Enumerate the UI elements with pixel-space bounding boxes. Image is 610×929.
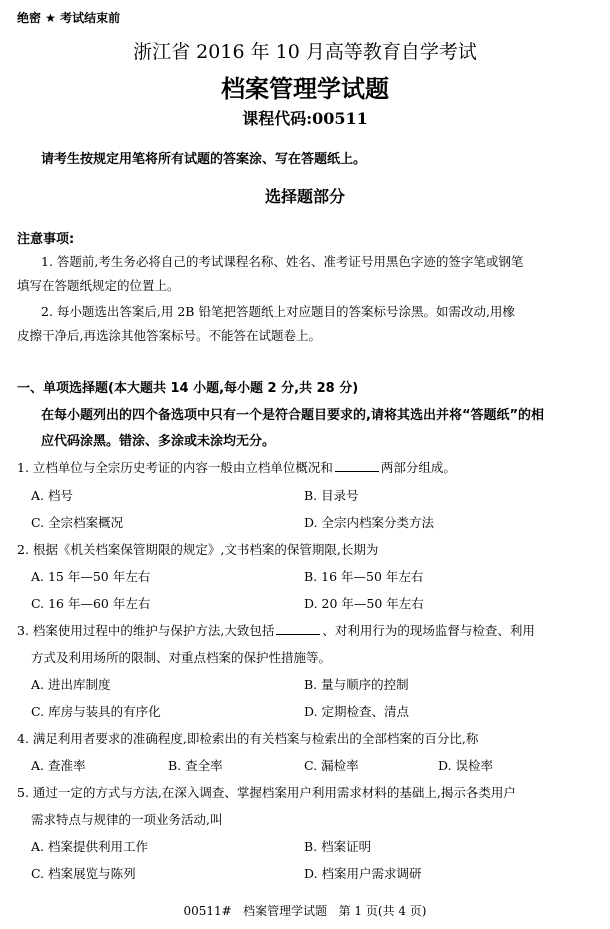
question-3-stem-line-2: 方式及利用场所的限制、对重点档案的保护性措施等。	[31, 650, 332, 665]
question-4-stem: 4. 满足利用者要求的准确程度,即检索出的有关档案与检索出的全部档案的百分比,称	[17, 731, 479, 746]
question-4-option-b: B. 查全率	[168, 758, 223, 773]
question-5-option-c: C. 档案展览与陈列	[31, 866, 136, 881]
question-3-stem-after: 、对利用行为的现场监督与检查、利用	[322, 623, 535, 638]
section-heading: 选择题部分	[264, 187, 345, 206]
question-3-stem	[17, 621, 535, 639]
question-3-stem-before: 3. 档案使用过程中的维护与保护方法,大致包括	[17, 623, 275, 638]
exam-title: 浙江省 2016 年 10 月高等教育自学考试	[133, 41, 477, 63]
question-1-stem-after: 两部分组成。	[380, 460, 456, 475]
part-1-directive-line-1: 在每小题列出的四个备选项中只有一个是符合题目要求的,请将其选出并将“答题纸”的相	[41, 408, 545, 423]
question-5-stem-line-1: 5. 通过一定的方式与方法,在深入调查、掌握档案用户利用需求材料的基础上,揭示各类用户	[17, 785, 516, 800]
secret-label: 绝密 ★ 考试结束前	[17, 11, 121, 25]
question-1-option-a: A. 档号	[31, 488, 73, 503]
question-2-option-b: B. 16 年—50 年左右	[304, 569, 424, 584]
note-2-line-2: 皮擦干净后,再选涂其他答案标号。不能答在试题卷上。	[17, 328, 321, 343]
notes-heading: 注意事项:	[17, 232, 75, 247]
question-3-option-c: C. 库房与装具的有序化	[31, 704, 161, 719]
part-1-heading: 一、单项选择题(本大题共 14 小题,每小题 2 分,共 28 分)	[17, 381, 359, 396]
answer-blank	[276, 621, 320, 635]
question-2-stem: 2. 根据《机关档案保管期限的规定》,文书档案的保管期限,长期为	[17, 542, 379, 557]
question-3-option-a: A. 进出库制度	[31, 677, 111, 692]
question-4-option-c: C. 漏检率	[304, 758, 359, 773]
question-1-stem	[17, 458, 456, 476]
question-4-option-a: A. 查准率	[31, 758, 86, 773]
question-4-option-d: D. 误检率	[438, 758, 494, 773]
note-2-line-1: 2. 每小题选出答案后,用 2B 铅笔把答题纸上对应题目的答案标号涂黑。如需改动,用橡	[41, 304, 515, 319]
note-1-line-2: 填写在答题纸规定的位置上。	[17, 278, 180, 293]
page-footer: 00511# 档案管理学试题 第 1 页(共 4 页)	[183, 904, 427, 918]
question-5-option-b: B. 档案证明	[304, 839, 372, 854]
question-5-stem-line-2: 需求特点与规律的一项业务活动,叫	[31, 812, 223, 827]
question-2-option-d: D. 20 年—50 年左右	[304, 596, 424, 611]
question-1-option-d: D. 全宗内档案分类方法	[304, 515, 435, 530]
question-5-option-a: A. 档案提供利用工作	[31, 839, 148, 854]
answer-blank	[335, 458, 379, 472]
question-5-option-d: D. 档案用户需求调研	[304, 866, 422, 881]
subject-title: 档案管理学试题	[221, 74, 389, 103]
question-3-option-b: B. 量与顺序的控制	[304, 677, 409, 692]
answer-instruction: 请考生按规定用笔将所有试题的答案涂、写在答题纸上。	[41, 152, 367, 167]
note-1-line-1: 1. 答题前,考生务必将自己的考试课程名称、姓名、准考证号用黑色字迹的签字笔或钢笔	[41, 254, 524, 269]
question-1-option-c: C. 全宗档案概况	[31, 515, 124, 530]
question-1-option-b: B. 目录号	[304, 488, 359, 503]
question-1-stem-before: 1. 立档单位与全宗历史考证的内容一般由立档单位概况和	[17, 460, 333, 475]
course-code: 课程代码:00511	[242, 109, 368, 128]
question-2-option-a: A. 15 年—50 年左右	[31, 569, 151, 584]
question-3-option-d: D. 定期检查、清点	[304, 704, 410, 719]
question-2-option-c: C. 16 年—60 年左右	[31, 596, 151, 611]
part-1-directive-line-2: 应代码涂黑。错涂、多涂或未涂均无分。	[41, 434, 276, 449]
